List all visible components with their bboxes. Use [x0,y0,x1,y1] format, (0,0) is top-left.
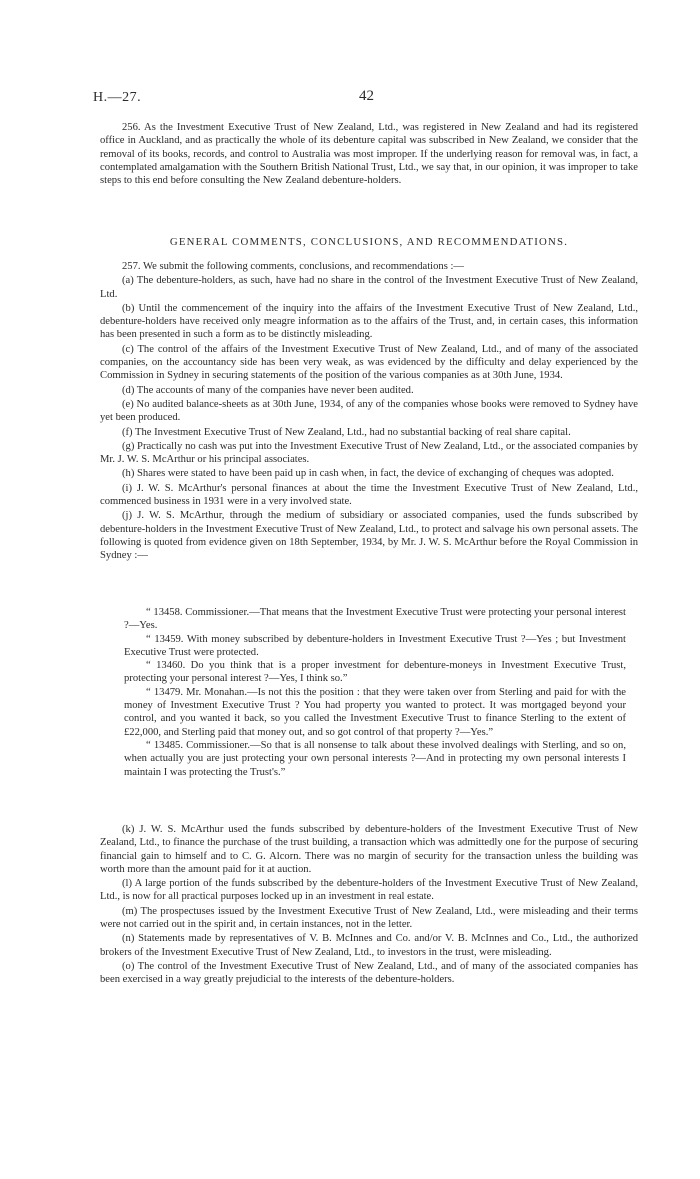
paragraph-256: 256. As the Investment Executive Trust of New Zealand, Ltd., was registered in New Zealand and had its registered office in Auckland, and as practically the whole of its debenture capital was subscribed in New Zealand, we consider that the removal of its books, records, and control to Australia was most improper. If the underlying reason for removal was, in fact, a contemplated amalgamation with the Southern British National Trust, Ltd., we say that, in our opinion, it was improper to take steps to this end before consulting the New Zealand debenture-holders. [100,122,638,187]
item-n: (n) Statements made by representatives of V. B. McInnes and Co. and/or V. B. McInnes and Co., Ltd., the authorized brokers of the Investment Executive Trust of New Zealand, Ltd., to investors in the trust, were misleading. [100,933,638,958]
section-heading: GENERAL COMMENTS, CONCLUSIONS, AND RECOMMENDATIONS. [169,236,569,248]
item-a: (a) The debenture-holders, as such, have had no share in the control of the Investment Executive Trust of New Zealand, Ltd. [100,275,638,300]
item-f: (f) The Investment Executive Trust of New Zealand, Ltd., had no substantial backing of real share capital. [122,426,571,438]
item-g: (g) Practically no cash was put into the Investment Executive Trust of New Zealand, Ltd., or the associated companies by Mr. J. W. S. McArthur or his principal associates. [100,440,638,466]
item-c: (c) The control of the affairs of the Investment Executive Trust of New Zealand, Ltd., and of many of the associated companies, on the accountancy side has been very weak, as was evidenced by the difficulty and delay experienced by the Commission in Sydney in securing statements of the position of the various companies as at 30th June, 1934. [100,343,638,382]
quote-13479: “ 13479. Mr. Monahan.—Is not this the position : that they were taken over from Sterling and paid for with the money of Investment Executive Trust ? You had property you wanted to protect. It was mortgaged beyond your control, and you wanted it back, so you called the Investment Executive Trust to finance Sterling to the extent of £22,000, and Sterling paid that money out, and so got control of that property ?—Yes.” [124,686,626,738]
document-reference: H.—27. [93,90,142,105]
section-heading-block [100,236,638,249]
item-d: (d) The accounts of many of the companies have never been audited. [122,384,414,396]
item-k: (k) J. W. S. McArthur used the funds subscribed by debenture-holders of the Investment Executive Trust of New Zealand, Ltd., to finance the purchase of the trust building, a transaction which was admittedly one for the purpose of securing financial gain to himself and to C. G. Alcorn. There was no margin of security for the transaction unless the building was worth more than the amount paid for it at auction. [100,824,638,875]
items-k-to-o [100,823,638,988]
quote-13458: “ 13458. Commissioner.—That means that the Investment Executive Trust were protecting your personal interest ?—Yes. [124,607,626,632]
item-i: (i) J. W. S. McArthur's personal finances at about the time the Investment Executive Trust of New Zealand, Ltd., commenced business in 1931 were in a very involved state. [100,482,638,508]
item-j: (j) J. W. S. McArthur, through the medium of subsidiary or associated companies, used the funds subscribed by debenture-holders in the Investment Executive Trust of New Zealand, Ltd., to protect and salvage his own personal assets. The following is quoted from evidence given on 18th September, 1934, by Mr. J. W. S. McArthur before the Royal Commission in Sydney :— [100,510,638,562]
item-m: (m) The prospectuses issued by the Investment Executive Trust of New Zealand, Ltd., were misleading and their terms were not carried out in the spirit and, in certain instances, not in the letter. [100,905,638,931]
page-number: 42 [359,88,374,104]
item-l: (l) A large portion of the funds subscribed by the debenture-holders of the Investment Executive Trust of New Zealand, Ltd., is now for all practical purposes locked up in an investment in real estate. [100,878,638,903]
evidence-quote-block [100,606,638,779]
quote-13459: “ 13459. With money subscribed by debenture-holders in Investment Executive Trust ?—Yes ; but Investment Executive Trust were protected. [124,633,626,658]
item-b: (b) Until the commencement of the inquiry into the affairs of the Investment Executive Trust of New Zealand, Ltd., debenture-holders have received only meagre information as to the affairs of the Trust, and, in certain cases, this information has been presented in such a form as to be distinctly misleading. [100,302,638,341]
items-a-to-j [100,260,638,564]
evidence-quotes [124,606,626,779]
paragraph-256-block [100,121,638,188]
paragraph-257: 257. We submit the following comments, conclusions, and recommendations :— [122,261,465,272]
quote-13485: “ 13485. Commissioner.—So that is all nonsense to talk about these involved dealings with Sterling, and so on, when actually you are just protecting your own personal interests ?—And in protecting my own personal interests I maintain I was protecting the Trust's.” [124,739,626,778]
quote-13460: “ 13460. Do you think that is a proper investment for debenture-moneys in Investment Executive Trust, protecting your personal interest ?—Yes, I think so.” [124,660,626,685]
item-o: (o) The control of the Investment Executive Trust of New Zealand, Ltd., and of many of the associated companies has been exercised in a way greatly prejudicial to the interests of the debenture-holders. [100,960,638,986]
item-h: (h) Shares were stated to have been paid up in cash when, in fact, the device of exchanging of cheques was adopted. [122,468,614,480]
page-header [93,90,640,110]
item-e: (e) No audited balance-sheets as at 30th June, 1934, of any of the companies whose books were removed to Sydney have yet been produced. [100,398,638,424]
